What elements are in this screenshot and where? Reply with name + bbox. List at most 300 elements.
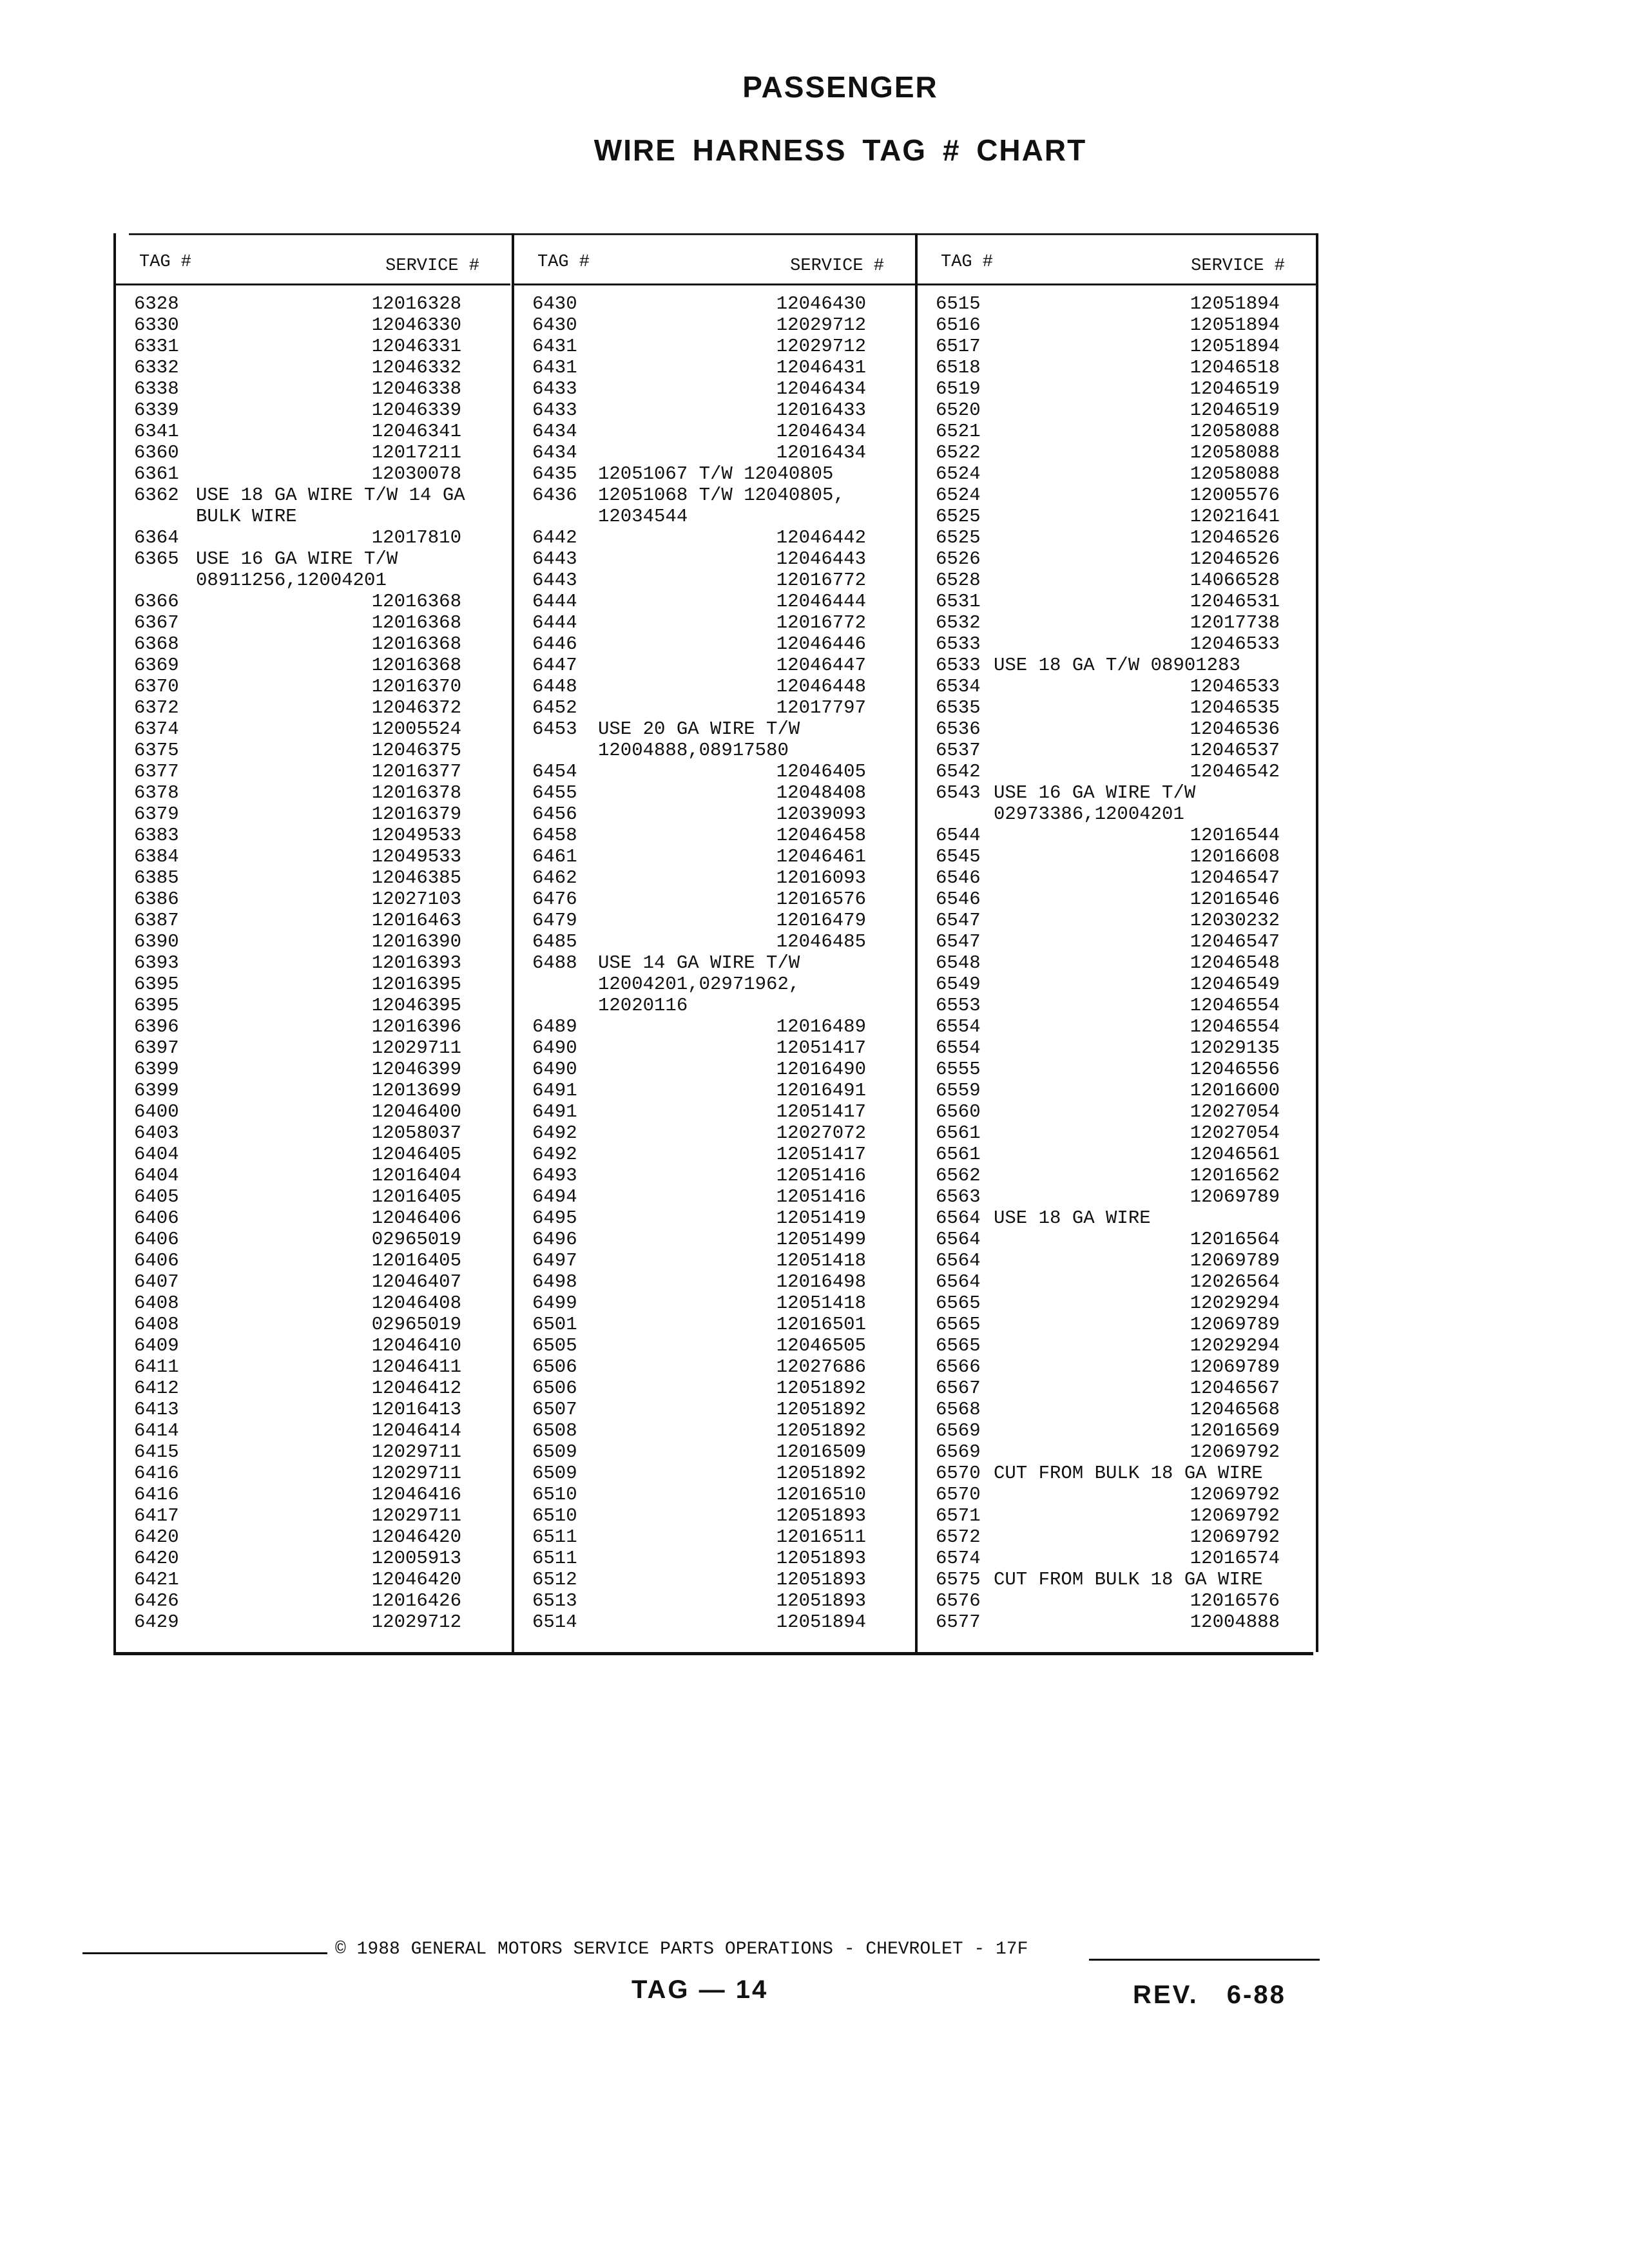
table-row [514, 1378, 915, 1399]
service-number: 12049533 [371, 846, 461, 867]
table-row [918, 1016, 1316, 1037]
service-number: 12046568 [1190, 1399, 1280, 1420]
table-row [918, 655, 1316, 676]
table-row [514, 527, 915, 548]
service-number: 12027686 [776, 1356, 866, 1378]
table-row [918, 803, 1316, 825]
table-row [116, 1059, 510, 1080]
tag-number: 6479 [532, 910, 577, 931]
table-row [514, 1165, 915, 1186]
tag-number: 6569 [936, 1441, 981, 1463]
service-number: 12046461 [776, 846, 866, 867]
service-number: 12016498 [776, 1271, 866, 1293]
service-number: 12016404 [371, 1165, 461, 1186]
tag-number: 6547 [936, 910, 981, 931]
tag-number: 6560 [936, 1101, 981, 1122]
table-row [116, 463, 510, 485]
table-row [514, 952, 915, 974]
table-row [116, 314, 510, 336]
tag-number: 6378 [134, 782, 179, 803]
tag-number: 6415 [134, 1441, 179, 1463]
service-note: USE 18 GA WIRE [994, 1207, 1151, 1229]
tag-number: 6535 [936, 697, 981, 718]
service-number: 12005576 [1190, 485, 1280, 506]
tag-number: 6554 [936, 1016, 981, 1037]
service-number: 12026564 [1190, 1271, 1280, 1293]
tag-number: 6561 [936, 1122, 981, 1144]
table-row [116, 378, 510, 399]
service-note: USE 16 GA WIRE T/W [994, 782, 1196, 803]
revision-label: REV. 6-88 [1133, 1981, 1286, 2009]
table-row [116, 1314, 510, 1335]
service-number: 12046505 [776, 1335, 866, 1356]
table-row [116, 442, 510, 463]
tag-number: 6393 [134, 952, 179, 974]
service-number: 12046458 [776, 825, 866, 846]
tag-number: 6571 [936, 1505, 981, 1526]
tag-number: 6434 [532, 421, 577, 442]
service-number: 12051417 [776, 1101, 866, 1122]
table-row [514, 825, 915, 846]
service-number: 12029712 [776, 314, 866, 336]
table-row [116, 591, 510, 612]
tag-number: 6568 [936, 1399, 981, 1420]
service-number: 12046443 [776, 548, 866, 570]
table-row [918, 825, 1316, 846]
service-number: 12017738 [1190, 612, 1280, 633]
table-row [116, 1441, 510, 1463]
service-header: SERVICE # [1191, 256, 1285, 276]
service-number: 12058088 [1190, 463, 1280, 485]
tag-number: 6498 [532, 1271, 577, 1293]
tag-number: 6409 [134, 1335, 179, 1356]
table-row [514, 910, 915, 931]
service-number: 12016378 [371, 782, 461, 803]
table-row [514, 761, 915, 782]
tag-number: 6491 [532, 1101, 577, 1122]
service-number: 12051892 [776, 1420, 866, 1441]
table-row [918, 633, 1316, 655]
tag-number: 6491 [532, 1080, 577, 1101]
tag-number: 6396 [134, 1016, 179, 1037]
table-row [116, 1101, 510, 1122]
service-number: 12069789 [1190, 1250, 1280, 1271]
service-number: 12030078 [371, 463, 461, 485]
service-number: 12058037 [371, 1122, 461, 1144]
table-row [514, 846, 915, 867]
tag-number: 6431 [532, 336, 577, 357]
tag-number: 6576 [936, 1590, 981, 1611]
service-number: 12046405 [371, 1144, 461, 1165]
table-row [514, 974, 915, 995]
tag-number: 6368 [134, 633, 179, 655]
service-number: 12046533 [1190, 633, 1280, 655]
table-row [918, 1463, 1316, 1484]
service-number: 12051418 [776, 1250, 866, 1271]
tag-number: 6403 [134, 1122, 179, 1144]
service-number: 12046446 [776, 633, 866, 655]
chart-title: WIRE HARNESS TAG # CHART [593, 133, 1087, 167]
service-number: 12029712 [776, 336, 866, 357]
tag-number: 6525 [936, 527, 981, 548]
service-number: 12051417 [776, 1037, 866, 1059]
footer-rule-right [1089, 1959, 1320, 1961]
service-number: 12046410 [371, 1335, 461, 1356]
tag-number: 6443 [532, 548, 577, 570]
table-row [918, 995, 1316, 1016]
table-row [918, 1569, 1316, 1590]
tag-number: 6330 [134, 314, 179, 336]
tag-number: 6513 [532, 1590, 577, 1611]
table-row [116, 527, 510, 548]
tag-number: 6332 [134, 357, 179, 378]
service-number: 12046431 [776, 357, 866, 378]
tag-number: 6564 [936, 1207, 981, 1229]
service-number: 12046526 [1190, 548, 1280, 570]
tag-number: 6508 [532, 1420, 577, 1441]
service-number: 12046330 [371, 314, 461, 336]
tag-number: 6366 [134, 591, 179, 612]
table-row [918, 612, 1316, 633]
table-row [514, 1399, 915, 1420]
table-row [514, 803, 915, 825]
service-number: 12046420 [371, 1569, 461, 1590]
tag-number: 6510 [532, 1484, 577, 1505]
tag-number: 6407 [134, 1271, 179, 1293]
service-number: 12046519 [1190, 399, 1280, 421]
table-row [116, 676, 510, 697]
tag-number: 6444 [532, 612, 577, 633]
tag-number: 6490 [532, 1059, 577, 1080]
table-row [918, 974, 1316, 995]
tag-number: 6446 [532, 633, 577, 655]
service-number: 12046554 [1190, 1016, 1280, 1037]
service-number: 12016370 [371, 676, 461, 697]
service-number: 12027072 [776, 1122, 866, 1144]
tag-number: 6497 [532, 1250, 577, 1271]
service-number: 12016546 [1190, 889, 1280, 910]
service-note: CUT FROM BULK 18 GA WIRE [994, 1569, 1263, 1590]
service-number: 12051419 [776, 1207, 866, 1229]
tag-number: 6379 [134, 803, 179, 825]
tag-number: 6374 [134, 718, 179, 740]
tag-number: 6567 [936, 1378, 981, 1399]
tag-number: 6408 [134, 1293, 179, 1314]
table-row [514, 1250, 915, 1271]
table-row [918, 1526, 1316, 1548]
tag-number: 6514 [532, 1611, 577, 1633]
table-row [918, 782, 1316, 803]
table-row [514, 1335, 915, 1356]
tag-number: 6549 [936, 974, 981, 995]
service-note: 08911256,12004201 [196, 570, 387, 591]
tag-number: 6532 [936, 612, 981, 633]
table-row [514, 336, 915, 357]
service-number: 12016491 [776, 1080, 866, 1101]
tag-number: 6416 [134, 1463, 179, 1484]
service-number: 12069792 [1190, 1441, 1280, 1463]
table-row [116, 825, 510, 846]
service-note: BULK WIRE [196, 506, 297, 527]
service-number: 12016772 [776, 612, 866, 633]
table-row [514, 485, 915, 506]
table-row [918, 1122, 1316, 1144]
table-column-3 [915, 233, 1318, 1652]
tag-number: 6383 [134, 825, 179, 846]
service-number: 12051894 [1190, 336, 1280, 357]
table-row [116, 1378, 510, 1399]
table-row [514, 1101, 915, 1122]
tag-number: 6574 [936, 1548, 981, 1569]
table-row [918, 740, 1316, 761]
service-number: 12069789 [1190, 1314, 1280, 1335]
service-number: 12051892 [776, 1378, 866, 1399]
tag-number: 6506 [532, 1356, 577, 1378]
table-row [514, 1590, 915, 1611]
table-row [116, 1611, 510, 1633]
service-number: 12069792 [1190, 1484, 1280, 1505]
tag-number: 6515 [936, 293, 981, 314]
tag-number: 6390 [134, 931, 179, 952]
service-number: 12046537 [1190, 740, 1280, 761]
tag-number: 6412 [134, 1378, 179, 1399]
table-row [514, 1505, 915, 1526]
service-number: 12046533 [1190, 676, 1280, 697]
table-row [514, 570, 915, 591]
table-row [116, 697, 510, 718]
tag-number: 6565 [936, 1293, 981, 1314]
tag-number: 6543 [936, 782, 981, 803]
service-number: 12046395 [371, 995, 461, 1016]
tag-number: 6533 [936, 655, 981, 676]
service-number: 12046430 [776, 293, 866, 314]
tag-number: 6360 [134, 442, 179, 463]
tag-number: 6367 [134, 612, 179, 633]
table-row [514, 506, 915, 527]
service-number: 12051418 [776, 1293, 866, 1314]
service-number: 12051417 [776, 1144, 866, 1165]
service-number: 12029711 [371, 1463, 461, 1484]
table-row [116, 1356, 510, 1378]
service-number: 12046420 [371, 1526, 461, 1548]
table-row [116, 1080, 510, 1101]
service-number: 12046444 [776, 591, 866, 612]
tag-number: 6458 [532, 825, 577, 846]
service-number: 12046399 [371, 1059, 461, 1080]
table-row [918, 421, 1316, 442]
tag-number: 6341 [134, 421, 179, 442]
tag-number: 6509 [532, 1441, 577, 1463]
table-row [918, 1250, 1316, 1271]
tag-number: 6454 [532, 761, 577, 782]
tag-number: 6456 [532, 803, 577, 825]
tag-number: 6534 [936, 676, 981, 697]
service-number: 12029135 [1190, 1037, 1280, 1059]
table-row [514, 357, 915, 378]
service-note: USE 14 GA WIRE T/W [598, 952, 800, 974]
tag-number: 6434 [532, 442, 577, 463]
table-row [514, 1569, 915, 1590]
table-row [918, 1590, 1316, 1611]
table-row [918, 1505, 1316, 1526]
service-number: 12046554 [1190, 995, 1280, 1016]
service-note: 12020116 [598, 995, 688, 1016]
tag-number: 6416 [134, 1484, 179, 1505]
service-number: 12016368 [371, 655, 461, 676]
table-row [514, 1144, 915, 1165]
table-row [514, 1356, 915, 1378]
table-row [514, 378, 915, 399]
tag-number: 6555 [936, 1059, 981, 1080]
service-number: 12046412 [371, 1378, 461, 1399]
table-row [514, 1420, 915, 1441]
service-number: 12069792 [1190, 1526, 1280, 1548]
tag-number: 6435 [532, 463, 577, 485]
service-number: 12046547 [1190, 931, 1280, 952]
service-number: 12016093 [776, 867, 866, 889]
tag-number: 6385 [134, 867, 179, 889]
table-row [116, 1271, 510, 1293]
table-row [514, 1037, 915, 1059]
table-row [514, 463, 915, 485]
table-row [116, 1335, 510, 1356]
table-row [918, 931, 1316, 952]
service-number: 12051893 [776, 1569, 866, 1590]
table-row [514, 1526, 915, 1548]
tag-number: 6570 [936, 1484, 981, 1505]
tag-number: 6494 [532, 1186, 577, 1207]
table-row [514, 1611, 915, 1633]
tag-number: 6426 [134, 1590, 179, 1611]
service-number: 12016434 [776, 442, 866, 463]
service-number: 12029711 [371, 1505, 461, 1526]
tag-number: 6569 [936, 1420, 981, 1441]
service-number: 12016377 [371, 761, 461, 782]
table-row [918, 889, 1316, 910]
service-number: 12046375 [371, 740, 461, 761]
tag-number: 6369 [134, 655, 179, 676]
table-row [918, 1037, 1316, 1059]
page-number: TAG — 14 [631, 1975, 769, 2004]
table-row [918, 846, 1316, 867]
service-number: 12046339 [371, 399, 461, 421]
service-note: USE 16 GA WIRE T/W [196, 548, 398, 570]
tag-number: 6518 [936, 357, 981, 378]
column-rows [514, 285, 915, 1633]
tag-number: 6536 [936, 718, 981, 740]
service-number: 12046341 [371, 421, 461, 442]
tag-number: 6528 [936, 570, 981, 591]
tag-number: 6566 [936, 1356, 981, 1378]
table-row [116, 718, 510, 740]
column-rows [918, 285, 1316, 1633]
service-number: 12029294 [1190, 1293, 1280, 1314]
service-note: USE 18 GA T/W 08901283 [994, 655, 1240, 676]
tag-number: 6547 [936, 931, 981, 952]
table-row [514, 1548, 915, 1569]
service-number: 12016489 [776, 1016, 866, 1037]
table-column-2 [512, 233, 915, 1652]
tag-number: 6554 [936, 1037, 981, 1059]
tag-number: 6417 [134, 1505, 179, 1526]
table-row [116, 1207, 510, 1229]
table-row [116, 1144, 510, 1165]
service-number: 12029711 [371, 1441, 461, 1463]
tag-number: 6395 [134, 974, 179, 995]
tag-number: 6397 [134, 1037, 179, 1059]
service-number: 12005913 [371, 1548, 461, 1569]
tag-number: 6561 [936, 1144, 981, 1165]
tag-number: 6546 [936, 889, 981, 910]
table-row [514, 867, 915, 889]
table-row [514, 633, 915, 655]
service-number: 12016405 [371, 1250, 461, 1271]
tag-number: 6436 [532, 485, 577, 506]
tag-number: 6563 [936, 1186, 981, 1207]
table-row [918, 718, 1316, 740]
tag-number: 6404 [134, 1144, 179, 1165]
service-number: 12016510 [776, 1484, 866, 1505]
service-number: 12029712 [371, 1611, 461, 1633]
tag-number: 6447 [532, 655, 577, 676]
service-number: 12046567 [1190, 1378, 1280, 1399]
tag-number: 6444 [532, 591, 577, 612]
tag-number: 6524 [936, 485, 981, 506]
tag-number: 6431 [532, 357, 577, 378]
service-number: 12016413 [371, 1399, 461, 1420]
tag-number: 6562 [936, 1165, 981, 1186]
table-row [918, 1611, 1316, 1633]
service-number: 12046434 [776, 378, 866, 399]
service-number: 12058088 [1190, 421, 1280, 442]
table-row [918, 336, 1316, 357]
table-row [918, 506, 1316, 527]
tag-number: 6375 [134, 740, 179, 761]
table-row [918, 1420, 1316, 1441]
service-number: 12046331 [371, 336, 461, 357]
service-number: 12016772 [776, 570, 866, 591]
tag-number: 6430 [532, 314, 577, 336]
tag-number: 6577 [936, 1611, 981, 1633]
service-note: USE 18 GA WIRE T/W 14 GA [196, 485, 465, 506]
service-number: 12046561 [1190, 1144, 1280, 1165]
table-row [514, 697, 915, 718]
tag-number: 6430 [532, 293, 577, 314]
tag-number: 6506 [532, 1378, 577, 1399]
table-row [116, 612, 510, 633]
tag-number: 6364 [134, 527, 179, 548]
tag-number: 6377 [134, 761, 179, 782]
service-number: 12046547 [1190, 867, 1280, 889]
tag-number: 6328 [134, 293, 179, 314]
tag-number: 6564 [936, 1271, 981, 1293]
tag-number: 6524 [936, 463, 981, 485]
table-row [514, 1484, 915, 1505]
service-number: 12017810 [371, 527, 461, 548]
tag-number: 6443 [532, 570, 577, 591]
table-row [116, 995, 510, 1016]
service-number: 12046542 [1190, 761, 1280, 782]
service-number: 12051416 [776, 1186, 866, 1207]
table-row [116, 1250, 510, 1271]
tag-number: 6461 [532, 846, 577, 867]
table-row [116, 1505, 510, 1526]
service-number: 12016463 [371, 910, 461, 931]
service-number: 12016569 [1190, 1420, 1280, 1441]
service-number: 12039093 [776, 803, 866, 825]
tag-number: 6485 [532, 931, 577, 952]
tag-number: 6516 [936, 314, 981, 336]
